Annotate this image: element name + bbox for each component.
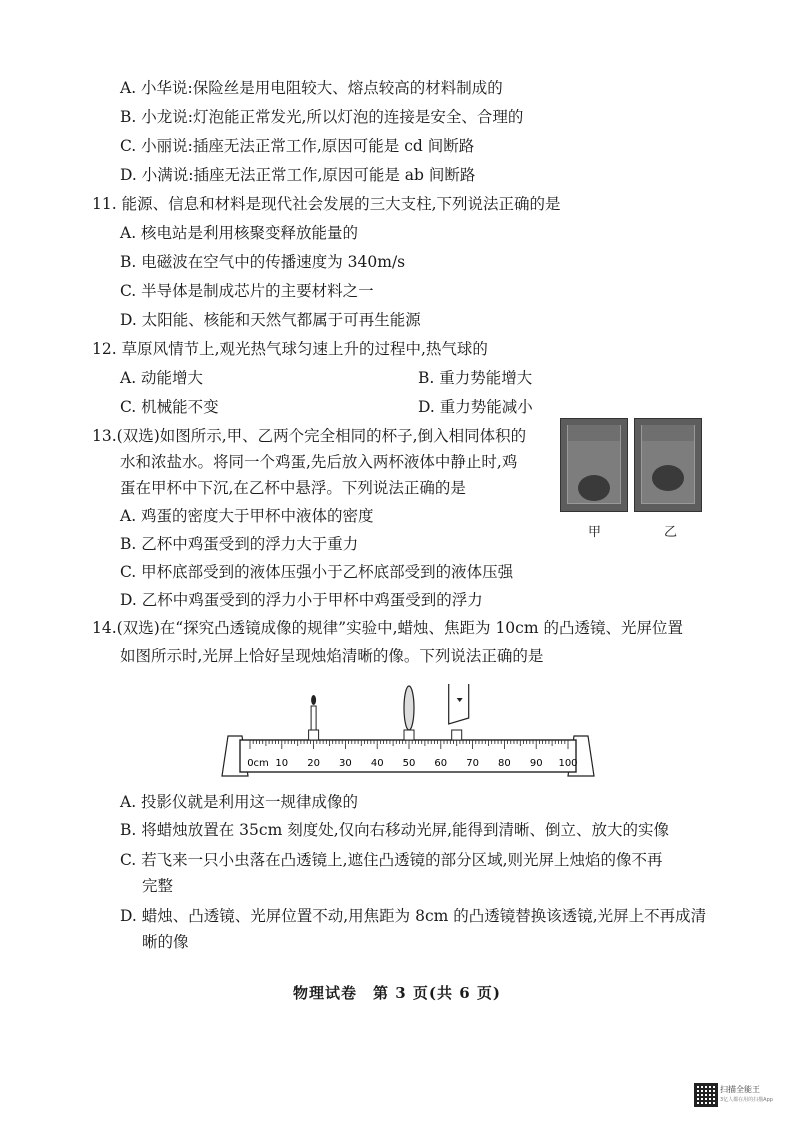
- ruler-tick-label: 100: [558, 758, 578, 769]
- label-yi: 乙: [664, 525, 678, 540]
- q12-option-c: C. 机械能不变: [120, 398, 219, 416]
- ruler-tick-label: 90: [529, 758, 543, 769]
- q11-option-c: C. 半导体是制成芯片的主要材料之一: [120, 282, 374, 300]
- light-screen-holder: [449, 684, 469, 740]
- ruler-tick-label: 80: [498, 758, 511, 769]
- ruler-tick-label: 70: [466, 758, 479, 769]
- q14-option-c-line1: C. 若飞来一只小虫落在凸透镜上,遮住凸透镜的部分区域,则光屏上烛焰的像不再: [120, 851, 663, 869]
- q10-option-b: B. 小龙说:灯泡能正常发光,所以灯泡的连接是安全、合理的: [120, 108, 524, 126]
- scanner-label: 扫描全能王: [720, 1085, 760, 1094]
- ruler-tick-label: 30: [339, 758, 352, 769]
- q14-stem-line1: 14.(双选)在“探究凸透镜成像的规律”实验中,蜡烛、焦距为 10cm 的凸透镜、光屏位置: [92, 619, 683, 637]
- screen-base: [452, 730, 462, 740]
- q11-stem: 11. 能源、信息和材料是现代社会发展的三大支柱,下列说法正确的是: [92, 195, 561, 213]
- q14-option-b: B. 将蜡烛放置在 35cm 刻度处,仅向右移动光屏,能得到清晰、倒立、放大的实像: [120, 821, 670, 839]
- ruler-tick-label: 40: [370, 758, 384, 769]
- light-screen: [449, 684, 469, 724]
- candle-body: [311, 706, 316, 730]
- page-footer: 物理试卷 第 3 页(共 6 页): [293, 984, 501, 1002]
- q12-stem: 12. 草原风情节上,观光热气球匀速上升的过程中,热气球的: [92, 340, 488, 358]
- q14-option-d-line1: D. 蜡烛、凸透镜、光屏位置不动,用焦距为 8cm 的凸透镜替换该透镜,光屏上不再成清: [120, 907, 707, 925]
- optical-bench-svg: [218, 684, 598, 784]
- q13-stem-line3: 蛋在甲杯中下沉,在乙杯中悬浮。下列说法正确的是: [120, 479, 466, 497]
- candle-flame-icon: [311, 695, 316, 705]
- q13-option-a: A. 鸡蛋的密度大于甲杯中液体的密度: [120, 507, 374, 525]
- q14-option-c-line2: 完整: [142, 877, 174, 895]
- q13-stem-line1: 13.(双选)如图所示,甲、乙两个完全相同的杯子,倒入相同体积的: [92, 427, 527, 445]
- label-jia: 甲: [588, 525, 602, 540]
- optical-bench-figure: [218, 684, 598, 784]
- q10-option-d: D. 小满说:插座无法正常工作,原因可能是 ab 间断路: [120, 166, 476, 184]
- q13-option-c: C. 甲杯底部受到的液体压强小于乙杯底部受到的液体压强: [120, 563, 514, 581]
- q13-option-d: D. 乙杯中鸡蛋受到的浮力小于甲杯中鸡蛋受到的浮力: [120, 591, 483, 609]
- scanner-watermark: [694, 1083, 784, 1109]
- convex-lens-icon: [404, 686, 414, 730]
- scanner-sub: 3亿人都在用的扫描App: [720, 1097, 773, 1103]
- photo-cup-yi: [634, 418, 702, 512]
- q10-option-c: C. 小丽说:插座无法正常工作,原因可能是 cd 间断路: [120, 137, 475, 155]
- ruler-tick-label: 0cm: [247, 758, 269, 769]
- q13-stem-line2: 水和浓盐水。将同一个鸡蛋,先后放入两杯液体中静止时,鸡: [120, 453, 518, 471]
- qr-code-icon: [694, 1083, 718, 1107]
- q11-option-a: A. 核电站是利用核聚变释放能量的: [120, 224, 359, 242]
- convex-lens-holder: [404, 686, 414, 740]
- q14-option-d-line2: 晰的像: [142, 933, 189, 951]
- lens-base: [404, 730, 414, 740]
- q13-option-b: B. 乙杯中鸡蛋受到的浮力大于重力: [120, 535, 359, 553]
- q11-option-d: D. 太阳能、核能和天然气都属于可再生能源: [120, 311, 421, 329]
- q12-option-d: D. 重力势能减小: [418, 398, 533, 416]
- q14-stem-line2: 如图所示时,光屏上恰好呈现烛焰清晰的像。下列说法正确的是: [120, 647, 544, 665]
- candle-holder: [309, 695, 319, 740]
- ruler-tick-label: 60: [434, 758, 448, 769]
- ruler-tick-label: 50: [402, 758, 416, 769]
- q10-option-a: A. 小华说:保险丝是用电阻较大、熔点较高的材料制成的: [120, 79, 503, 97]
- q12-option-b: B. 重力势能增大: [418, 369, 533, 387]
- photo-cup-jia: [560, 418, 628, 512]
- q14-option-a: A. 投影仪就是利用这一规律成像的: [120, 793, 359, 811]
- q12-option-a: A. 动能增大: [120, 369, 204, 387]
- candle-base: [309, 730, 319, 740]
- ruler-tick-label: 10: [275, 758, 289, 769]
- q11-option-b: B. 电磁波在空气中的传播速度为 340m/s: [120, 253, 406, 271]
- ruler-tick-label: 20: [307, 758, 320, 769]
